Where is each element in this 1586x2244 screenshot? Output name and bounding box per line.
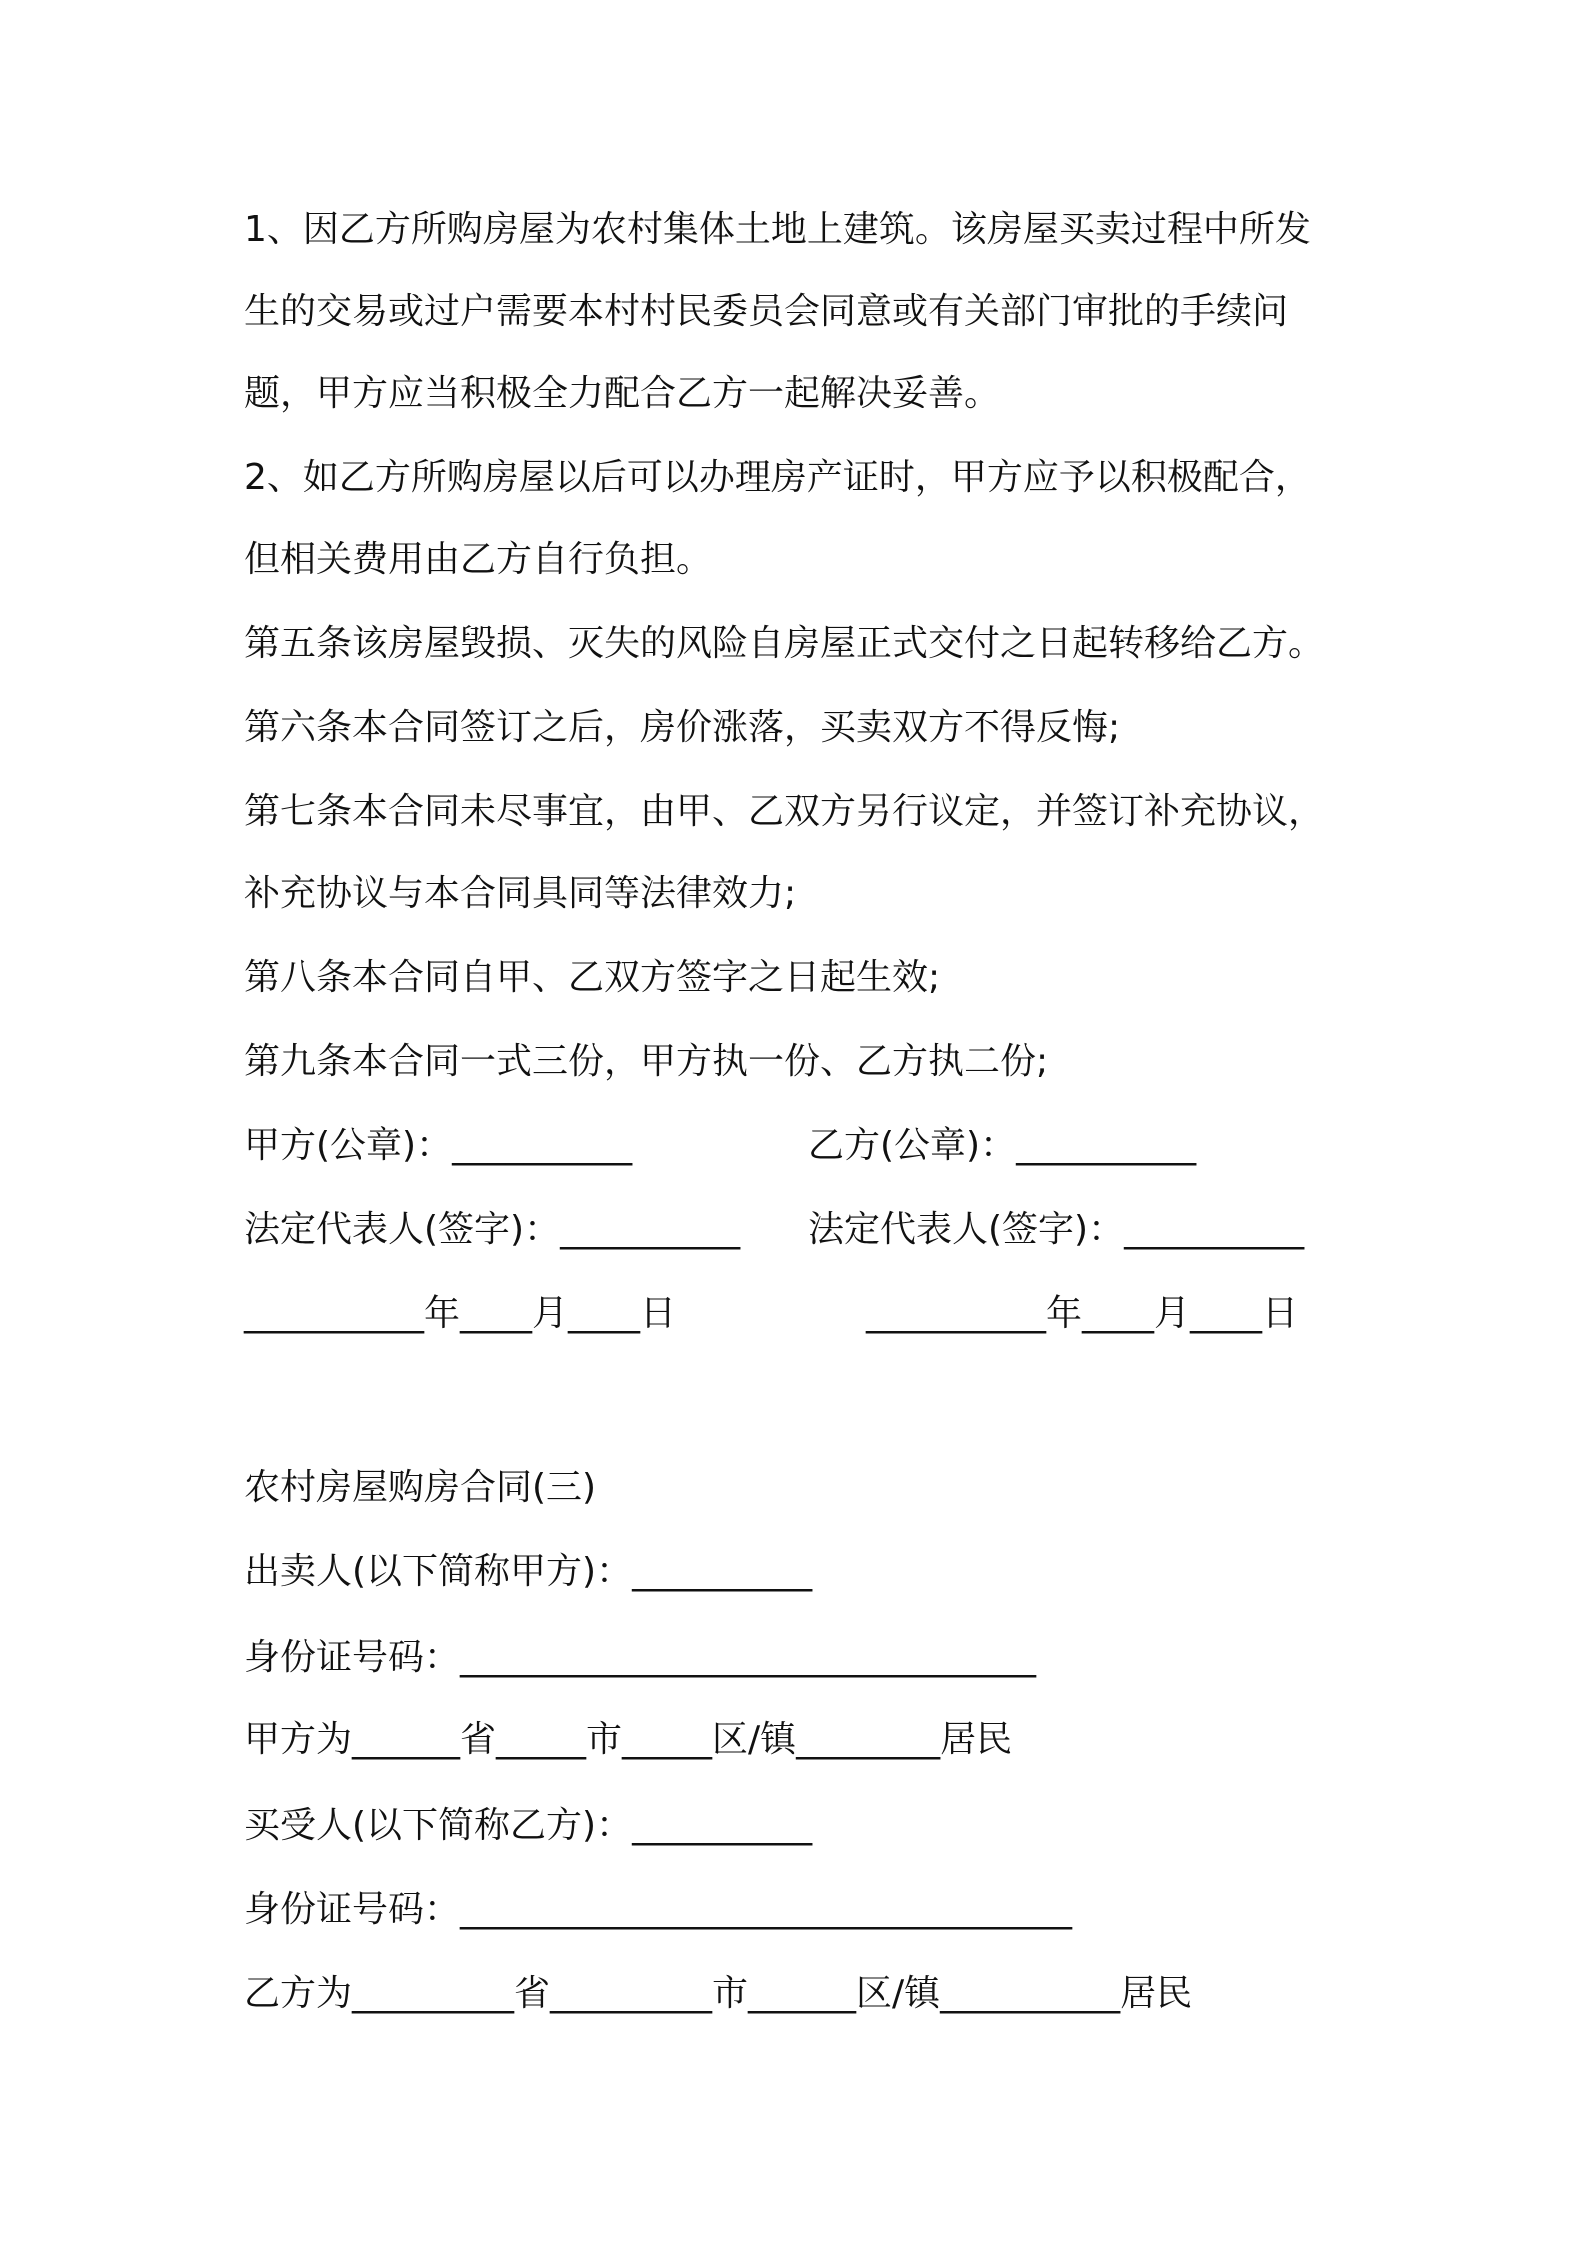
buyer-residence-line: 乙方为_________省_________市______区/镇__________居民 <box>244 1973 1193 2014</box>
clause-2-line-2: 但相关费用由乙方自行负担。 <box>244 539 713 580</box>
clause-2-line-1: 2、如乙方所购房屋以后可以办理房产证时，甲方应予以积极配合， <box>244 457 1311 498</box>
clause-1-line-1: 1、因乙方所购房屋为农村集体土地上建筑。该房屋买卖过程中所发 <box>244 209 1311 250</box>
buyer-id-line: 身份证号码：__________________________________ <box>244 1889 1073 1930</box>
seller-residence-line: 甲方为______省_____市_____区/镇________居民 <box>244 1719 1013 1760</box>
party-b-seal: 乙方(公章)：__________ <box>808 1125 1197 1166</box>
article-6: 第六条本合同签订之后，房价涨落，买卖双方不得反悔; <box>244 707 1121 748</box>
party-b-representative: 法定代表人(签字)：__________ <box>808 1209 1305 1250</box>
article-9: 第九条本合同一式三份，甲方执一份、乙方执二份; <box>244 1041 1049 1082</box>
party-a-seal: 甲方(公章)：__________ <box>244 1125 633 1166</box>
seller-line: 出卖人(以下简称甲方)：__________ <box>244 1551 813 1592</box>
contract-3-title: 农村房屋购房合同(三) <box>244 1467 597 1508</box>
party-a-representative: 法定代表人(签字)：__________ <box>244 1209 741 1250</box>
article-8: 第八条本合同自甲、乙双方签字之日起生效; <box>244 957 941 998</box>
clause-1-line-3: 题，甲方应当积极全力配合乙方一起解决妥善。 <box>244 373 1001 414</box>
seller-id-line: 身份证号码：________________________________ <box>244 1637 1037 1678</box>
article-5: 第五条该房屋毁损、灭失的风险自房屋正式交付之日起转移给乙方。 <box>244 623 1325 664</box>
buyer-line: 买受人(以下简称乙方)：__________ <box>244 1805 813 1846</box>
party-a-date: __________年____月____日 <box>244 1293 676 1334</box>
article-7-line-1: 第七条本合同未尽事宜，由甲、乙双方另行议定，并签订补充协议， <box>244 791 1325 832</box>
clause-1-line-2: 生的交易或过户需要本村村民委员会同意或有关部门审批的手续问 <box>244 291 1289 332</box>
article-7-line-2: 补充协议与本合同具同等法律效力; <box>244 873 797 914</box>
party-b-date: __________年____月____日 <box>866 1293 1298 1334</box>
